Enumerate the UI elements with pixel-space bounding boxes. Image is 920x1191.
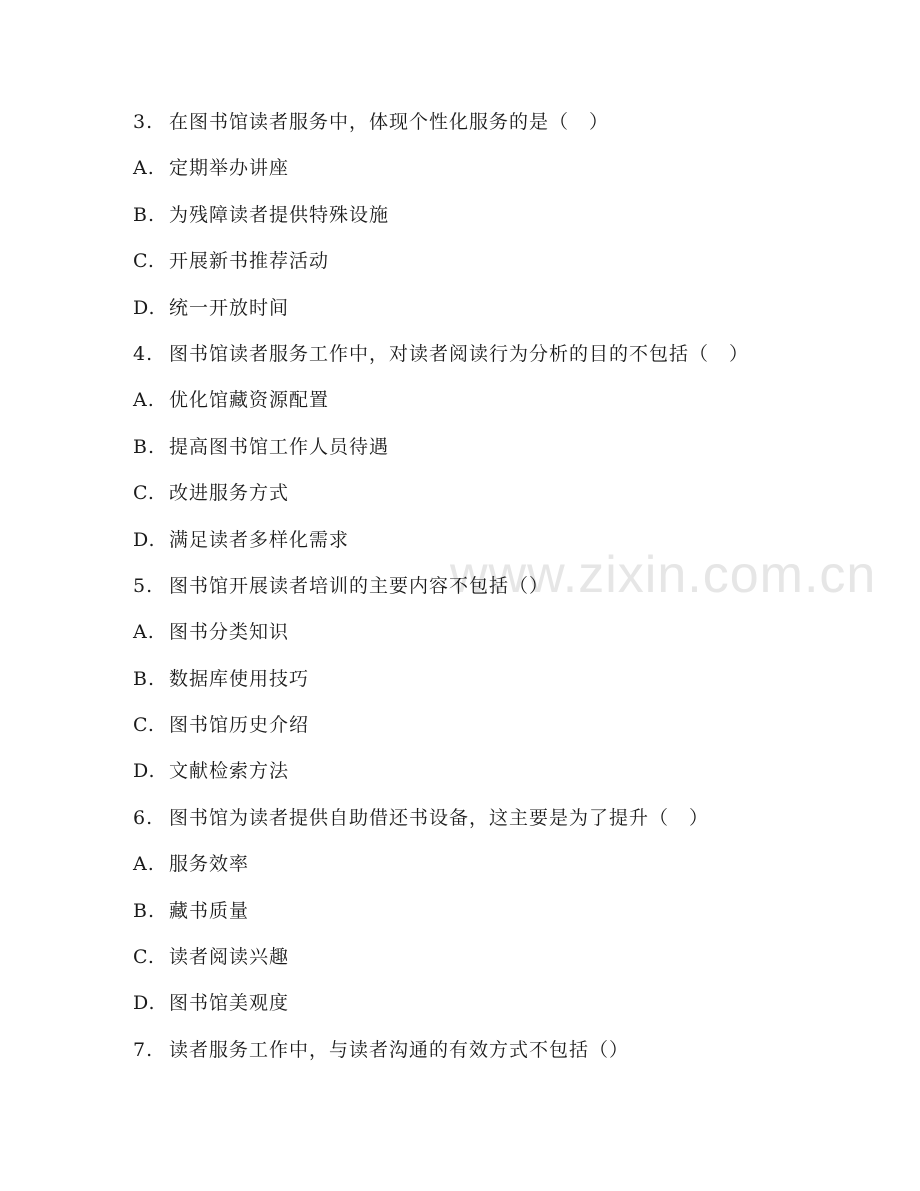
option-text: 图书馆历史介绍	[169, 714, 310, 737]
question-number: 7.	[133, 1038, 154, 1061]
question-4-option-d	[133, 523, 873, 569]
option-text: 服务效率	[169, 853, 250, 876]
option-marker: B.	[133, 667, 156, 690]
question-4-option-c	[133, 476, 873, 522]
option-text: 读者阅读兴趣	[169, 946, 290, 969]
watermark: www.zixin.com.cn	[450, 546, 877, 604]
option-marker: A.	[133, 621, 155, 644]
question-text: 图书馆读者服务工作中，对读者阅读行为分析的目的不包括（ ）	[169, 342, 750, 365]
question-number: 4.	[133, 342, 154, 365]
question-3-option-a	[133, 151, 873, 197]
question-7-stem	[133, 1033, 873, 1079]
question-5-option-d	[133, 754, 873, 800]
question-3-option-d	[133, 291, 873, 337]
option-text: 图书分类知识	[169, 621, 290, 644]
question-6-option-c	[133, 940, 873, 986]
question-list	[133, 105, 873, 1079]
question-6-stem	[133, 801, 873, 847]
option-text: 统一开放时间	[169, 296, 290, 319]
option-text: 为残障读者提供特殊设施	[169, 203, 390, 226]
question-number: 6.	[133, 806, 154, 829]
option-marker: C.	[133, 946, 155, 969]
question-6-option-d	[133, 986, 873, 1032]
option-marker: B.	[133, 203, 156, 226]
question-text: 图书馆为读者提供自助借还书设备，这主要是为了提升（ ）	[169, 806, 710, 829]
question-number: 5.	[133, 574, 154, 597]
option-marker: C.	[133, 482, 155, 505]
option-text: 藏书质量	[169, 899, 250, 922]
option-text: 开展新书推荐活动	[169, 250, 330, 273]
question-5-option-c	[133, 708, 873, 754]
option-marker: B.	[133, 435, 156, 458]
option-marker: A.	[133, 389, 155, 412]
option-text: 提高图书馆工作人员待遇	[169, 435, 390, 458]
option-text: 文献检索方法	[169, 760, 290, 783]
option-marker: D.	[133, 296, 156, 319]
option-marker: A.	[133, 853, 155, 876]
question-6-option-b	[133, 894, 873, 940]
question-4-stem	[133, 337, 873, 383]
question-3-option-b	[133, 198, 873, 244]
question-5-stem	[133, 569, 873, 615]
question-5-option-b	[133, 662, 873, 708]
question-number: 3.	[133, 111, 154, 133]
option-text: 定期举办讲座	[169, 157, 290, 180]
option-marker: D.	[133, 760, 156, 783]
question-4-option-a	[133, 383, 873, 429]
option-text: 满足读者多样化需求	[169, 528, 350, 551]
option-marker: B.	[133, 899, 156, 922]
question-text: 图书馆开展读者培训的主要内容不包括（）	[169, 574, 550, 597]
option-marker: D.	[133, 528, 156, 551]
option-text: 数据库使用技巧	[169, 667, 310, 690]
option-marker: D.	[133, 992, 156, 1015]
question-text: 读者服务工作中，与读者沟通的有效方式不包括（）	[169, 1038, 630, 1061]
question-text: 在图书馆读者服务中，体现个性化服务的是（ ）	[169, 111, 610, 133]
question-3-option-c	[133, 244, 873, 290]
question-6-option-a	[133, 847, 873, 893]
option-text: 优化馆藏资源配置	[169, 389, 330, 412]
question-5-option-a	[133, 615, 873, 661]
question-3-stem	[133, 105, 873, 151]
option-marker: C.	[133, 250, 155, 273]
option-marker: A.	[133, 157, 155, 180]
option-text: 图书馆美观度	[169, 992, 290, 1015]
question-4-option-b	[133, 430, 873, 476]
option-marker: C.	[133, 714, 155, 737]
option-text: 改进服务方式	[169, 482, 290, 505]
